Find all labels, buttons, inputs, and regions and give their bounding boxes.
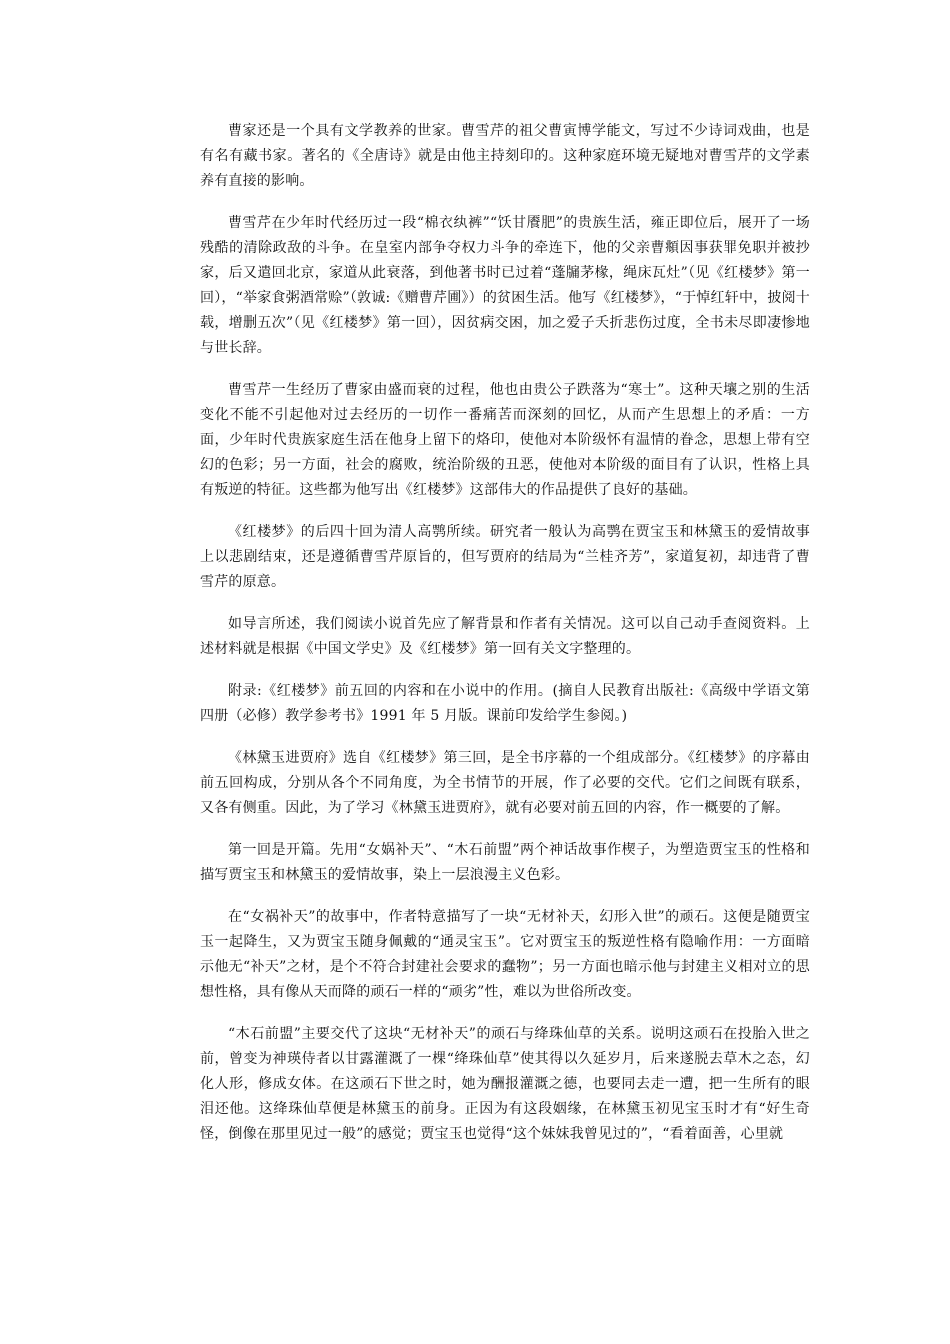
paragraph-cao-family-literary: 曹家还是一个具有文学教养的世家。曹雪芹的祖父曹寅博学能文，写过不少诗词戏曲，也是有名有藏书家。著名的《全唐诗》就是由他主持刻印的。这种家庭环境无疑地对曹雪芹的文学素养有直接的影响。 (200, 123, 810, 189)
document-body (200, 119, 810, 1164)
paragraph-gao-e-sequel: 《红楼梦》的后四十回为清人高鹗所续。研究者一般认为高鹗在贾宝玉和林黛玉的爱情故事上以悲剧结束，还是遵循曹雪芹原旨的，但写贾府的结局为“兰桂齐芳”，家道复初，却违背了曹雪芹的原意。 (200, 524, 810, 590)
paragraph-wood-stone-pledge: “木石前盟”主要交代了这块“无材补天”的顽石与绛珠仙草的关系。说明这顽石在投胎入世之前，曾变为神瑛侍者以甘露灌溉了一棵“绛珠仙草”使其得以久延岁月，后来遂脱去草木之态，幻化人形，修成女体。在这顽石下世之时，她为酬报灌溉之德，也要同去走一遭，把一生所有的眼泪还他。这绛珠仙草便是林黛玉的前身。正因为有这段姻缘，在林黛玉初见宝玉时才有“好生奇怪，倒像在那里见过一般”的感觉；贾宝玉也觉得“这个妹妹我曾见过的”，“看着面善，心里就 (200, 1026, 810, 1142)
paragraph-lin-daiyu-chapter: 《林黛玉进贾府》选自《红楼梦》第三回，是全书序幕的一个组成部分。《红楼梦》的序幕由前五回构成，分别从各个不同角度，为全书情节的开展，作了必要的交代。它们之间既有联系，又各有侧重。因此，为了学习《林黛玉进贾府》，就有必要对前五回的内容，作一概要的了解。 (200, 750, 810, 816)
paragraph-chapter-one: 第一回是开篇。先用“女娲补天”、“木石前盟”两个神话故事作楔子，为塑造贾宝玉的性格和描写贾宝玉和林黛玉的爱情故事，染上一层浪漫主义色彩。 (200, 842, 810, 883)
paragraph-cao-xueqin-youth: 曹雪芹在少年时代经历过一段“棉衣纨裤”“饫甘餍肥”的贵族生活，雍正即位后，展开了一场残酷的清除政敌的斗争。在皇室内部争夺权力斗争的牵连下，他的父亲曹頫因事获罪免职并被抄家，后又遣回北京，家道从此衰落，到他著书时已过着“蓬牖茅椽，绳床瓦灶”（见《红楼梦》第一回），“举家食粥酒常赊”（敦诚:《赠曹芹圃》）的贫困生活。他写《红楼梦》，“于悼红轩中，披阅十载，增删五次”（见《红楼梦》第一回），因贫病交困，加之爱子夭折悲伤过度，全书未尽即凄惨地与世长辞。 (200, 215, 810, 356)
paragraph-cao-decline: 曹雪芹一生经历了曹家由盛而衰的过程，他也由贵公子跌落为“寒士”。这种天壤之别的生活变化不能不引起他对过去经历的一切作一番痛苦而深刻的回忆，从而产生思想上的矛盾：一方面，少年时代贵族家庭生活在他身上留下的烙印，使他对本阶级怀有温情的眷念，思想上带有空幻的色彩；另一方面，社会的腐败，统治阶级的丑恶，使他对本阶级的面目有了认识，性格上具有叛逆的特征。这些都为他写出《红楼梦》这部伟大的作品提供了良好的基础。 (200, 382, 810, 498)
paragraph-nuwa-story: 在“女祸补天”的故事中，作者特意描写了一块“无材补天，幻形入世”的顽石。这便是随贾宝玉一起降生，又为贾宝玉随身佩戴的“通灵宝玉”。它对贾宝玉的叛逆性格有隐喻作用：一方面暗示他无“补天”之材，是个不符合封建社会要求的蠢物”；另一方面也暗示他与封建主义相对立的思想性格，具有像从天而降的顽石一样的“顽劣”性，难以为世俗所改变。 (200, 909, 810, 1000)
paragraph-reading-guide: 如导言所述，我们阅读小说首先应了解背景和作者有关情况。这可以自己动手查阅资料。上述材料就是根据《中国文学史》及《红楼梦》第一回有关文字整理的。 (200, 616, 810, 657)
paragraph-appendix: 附录:《红楼梦》前五回的内容和在小说中的作用。(摘自人民教育出版社:《高级中学语文第四册（必修）教学参考书》1991 年 5 月版。课前印发给学生参阅。) (200, 683, 810, 724)
